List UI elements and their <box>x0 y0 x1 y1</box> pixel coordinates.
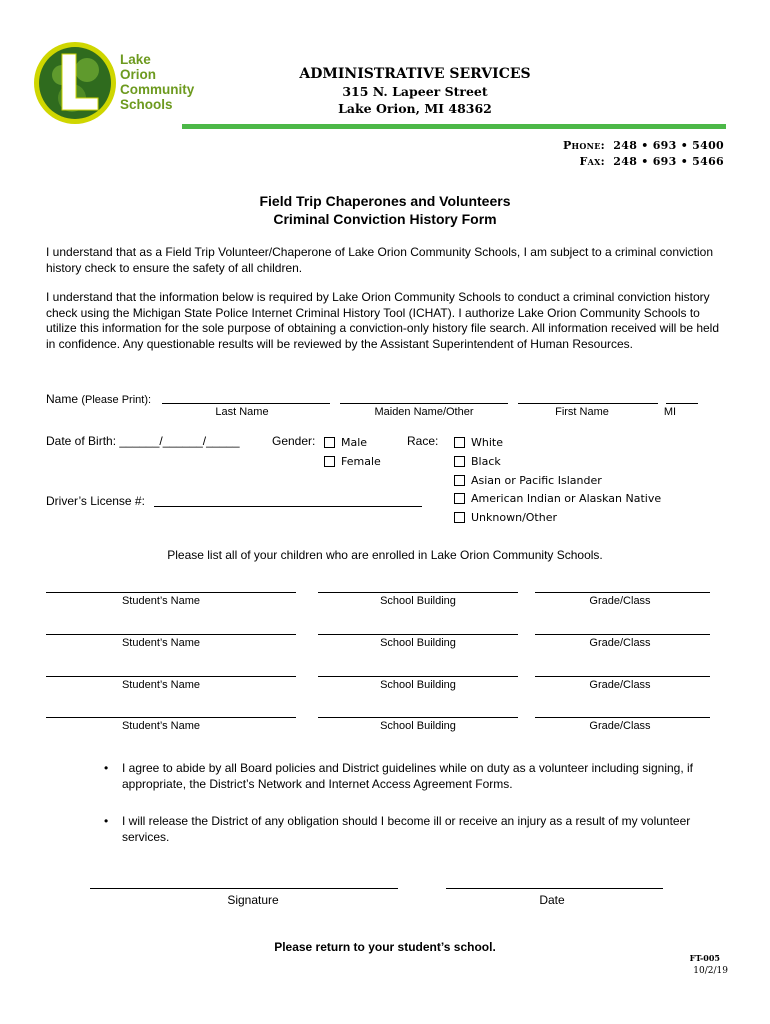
checkbox-icon[interactable] <box>454 493 465 504</box>
grade-class-caption: Grade/Class <box>589 595 651 607</box>
school-building-field[interactable] <box>318 717 518 718</box>
first-name-field[interactable] <box>518 403 658 404</box>
student-name-field[interactable] <box>46 676 296 677</box>
signature-caption: Signature <box>227 893 279 907</box>
bullet-icon: • <box>104 761 109 775</box>
grade-class-caption: Grade/Class <box>589 679 651 691</box>
logo-wordmark: Lake Orion Community Schools <box>120 52 195 112</box>
gender-option-male[interactable]: Male <box>324 436 367 449</box>
race-option-black[interactable]: Black <box>454 455 501 468</box>
checkbox-icon[interactable] <box>454 475 465 486</box>
school-building-caption: School Building <box>380 637 456 649</box>
header-rule <box>182 124 726 129</box>
race-option-asian[interactable]: Asian or Pacific Islander <box>454 474 602 487</box>
student-name-field[interactable] <box>46 717 296 718</box>
consent-paragraph-1: I understand that as a Field Trip Volunteer/Chaperone of Lake Orion Community Schools, I am subject to a criminal conviction history check to ensure the safety of all children. <box>46 245 714 275</box>
maiden-name-caption: Maiden Name/Other <box>374 406 474 418</box>
form-title-2: Criminal Conviction History Form <box>273 211 497 227</box>
last-name-caption: Last Name <box>215 406 269 418</box>
children-prompt: Please list all of your children who are enrolled in Lake Orion Community Schools. <box>167 548 603 562</box>
student-name-field[interactable] <box>46 592 296 593</box>
student-name-field[interactable] <box>46 634 296 635</box>
date-field[interactable] <box>446 888 663 889</box>
checkbox-icon[interactable] <box>324 437 335 448</box>
middle-initial-field[interactable] <box>666 403 698 404</box>
department-name: ADMINISTRATIVE SERVICES <box>299 66 531 82</box>
school-building-caption: School Building <box>380 720 456 732</box>
checkbox-icon[interactable] <box>454 456 465 467</box>
race-option-white[interactable]: White <box>454 436 503 449</box>
phone-line: Phone: 248 • 693 • 5400 <box>562 139 724 152</box>
drivers-license-label: Driver’s License #: <box>46 494 145 508</box>
street-address: 315 N. Lapeer Street <box>342 84 488 99</box>
liability-release-bullet: • I will release the District of any obligation should I become ill or receive an injury as a result of my volunteer services. <box>104 814 691 844</box>
checkbox-icon[interactable] <box>454 512 465 523</box>
policy-agreement-bullet: • I agree to abide by all Board policies and District guidelines while on duty as a volunteer including signing, if appropriate, the District’s Network and Internet Access Agreement Forms. <box>104 761 694 791</box>
fax-line: Fax: 248 • 693 • 5466 <box>579 155 724 168</box>
grade-class-field[interactable] <box>535 676 710 677</box>
checkbox-icon[interactable] <box>324 456 335 467</box>
grade-class-caption: Grade/Class <box>589 637 651 649</box>
gender-option-female[interactable]: Female <box>324 455 381 468</box>
school-building-caption: School Building <box>380 595 456 607</box>
grade-class-field[interactable] <box>535 634 710 635</box>
signature-field[interactable] <box>90 888 398 889</box>
race-label: Race: <box>407 434 439 448</box>
student-name-caption: Student’s Name <box>121 679 201 691</box>
grade-class-field[interactable] <box>535 592 710 593</box>
form-title-1: Field Trip Chaperones and Volunteers <box>259 193 511 209</box>
form-code: FT-005 <box>689 953 720 963</box>
gender-label: Gender: <box>272 434 316 448</box>
grade-class-field[interactable] <box>535 717 710 718</box>
school-building-field[interactable] <box>318 676 518 677</box>
student-name-caption: Student’s Name <box>121 637 201 649</box>
maiden-name-field[interactable] <box>340 403 508 404</box>
bullet-icon: • <box>104 814 109 828</box>
return-note: Please return to your student’s school. <box>274 940 496 954</box>
student-name-caption: Student’s Name <box>121 595 201 607</box>
last-name-field[interactable] <box>162 403 330 404</box>
date-of-birth-field[interactable]: Date of Birth: ______/______/_____ <box>46 434 240 448</box>
grade-class-caption: Grade/Class <box>589 720 651 732</box>
first-name-caption: First Name <box>555 406 609 418</box>
mi-caption: MI <box>663 406 677 418</box>
school-building-field[interactable] <box>318 592 518 593</box>
school-building-field[interactable] <box>318 634 518 635</box>
drivers-license-field[interactable] <box>154 506 422 507</box>
race-option-unknown[interactable]: Unknown/Other <box>454 511 557 524</box>
student-name-caption: Student’s Name <box>121 720 201 732</box>
city-address: Lake Orion, MI 48362 <box>338 101 492 116</box>
form-revision-date: 10/2/19 <box>693 966 728 976</box>
date-caption: Date <box>539 893 565 907</box>
race-option-american-indian[interactable]: American Indian or Alaskan Native <box>454 492 661 505</box>
name-label: Name (Please Print): <box>46 392 152 406</box>
school-building-caption: School Building <box>380 679 456 691</box>
checkbox-icon[interactable] <box>454 437 465 448</box>
consent-paragraph-2: I understand that the information below is required by Lake Orion Community Schools to conduct a criminal conviction history check using the Michigan State Police Internet Criminal History Tool (ICHAT). I authorize Lake Orion Community Schools to utilize this information for the sole purpose of obtaining a conviction-only history file search. All information received will be held in confidence. Any questionable results will be reviewed by the Assistant Superintendent of Human Resources. <box>46 290 720 351</box>
